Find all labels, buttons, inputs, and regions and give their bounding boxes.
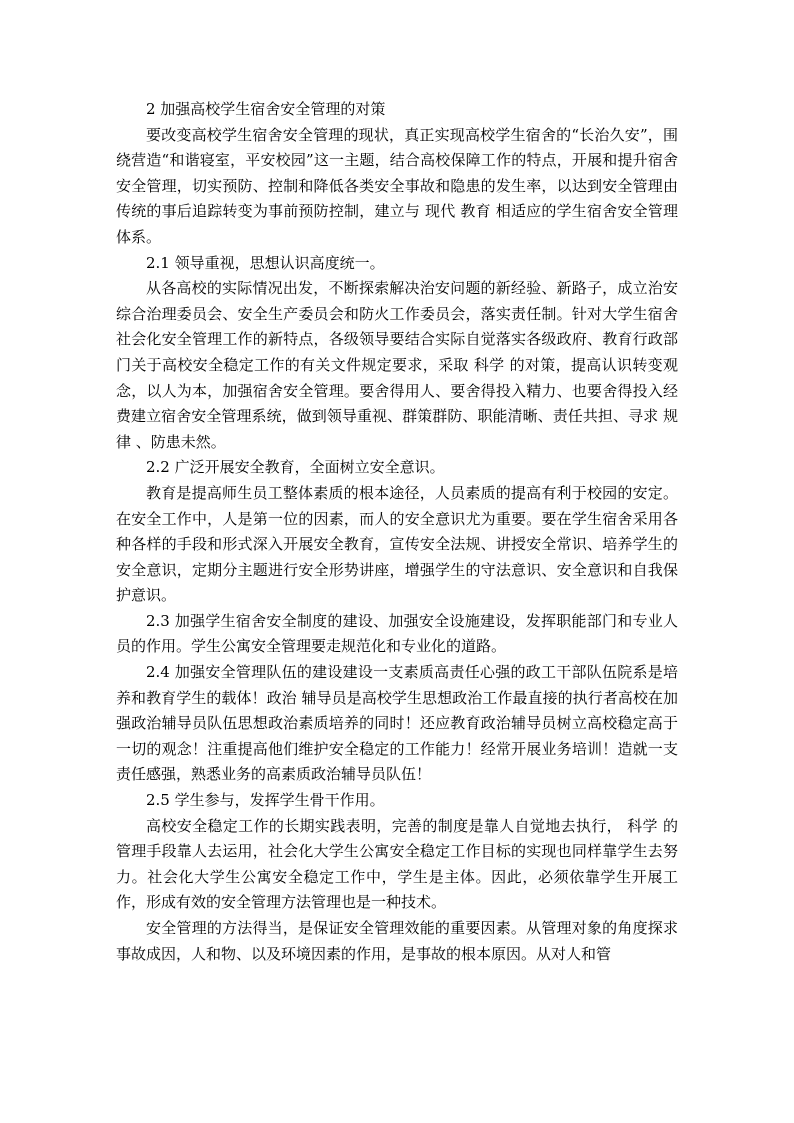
- paragraph-2-5: 高校安全稳定工作的长期实践表明，完善的制度是靠人自觉地去执行， 科学 的管理手段靠人去运用，社会化大学生公寓安全稳定工作目标的实现也同样靠学生去努力。社会化大学生公寓安全稳定工作中，学生是主体。因此，必须依靠学生开展工作，形成有效的安全管理方法管理也是一种技术。: [116, 816, 678, 912]
- paragraph-2-4: 2.4 加强安全管理队伍的建设建设一支素质高责任心强的政工干部队伍院系是培养和教育学生的载体！政治 辅导员是高校学生思想政治工作最直接的执行者高校在加强政治辅导员队伍思想政治素质培养的同时！还应教育政治辅导员树立高校稳定高于一切的观念！注重提高他们维护安全稳定的工作能力！经常开展业务培训！造就一支责任感强，熟悉业务的高素质政治辅导员队伍！: [116, 663, 678, 784]
- paragraph-2-3: 2.3 加强学生宿舍安全制度的建设、加强安全设施建设，发挥职能部门和专业人员的作用。学生公寓安全管理要走规范化和专业化的道路。: [116, 611, 678, 656]
- subheading-2-2: 2.2 广泛开展安全教育，全面树立安全意识。: [146, 458, 445, 477]
- subheading-2-1: 2.1 领导重视，思想认识高度统一。: [146, 253, 385, 272]
- paragraph-2-1: 从各高校的实际情况出发，不断探索解决治安问题的新经验、新路子，成立治安综合治理委员会、安全生产委员会和防火工作委员会，落实责任制。针对大学生宿舍社会化安全管理工作的新特点，各级领导要结合实际自觉落实各级政府、教育行政部门关于高校安全稳定工作的有关文件规定要求，采取 科学 的对策，提高认识转变观念，以人为本，加强宿舍安全管理。要舍得用人、要舍得投入精力、也要舍得投入经费建立宿舍安全管理系统，做到领导重视、群策群防、职能清晰、责任共担、寻求 规律 、防患未然。: [116, 279, 678, 451]
- document-page: [116, 97, 678, 967]
- section-title: 2 加强高校学生宿舍安全管理的对策: [146, 100, 386, 118]
- paragraph-methods: 安全管理的方法得当，是保证安全管理效能的重要因素。从管理对象的角度探求事故成因，人和物、以及环境因素的作用，是事故的根本原因。从对人和管: [116, 919, 678, 963]
- paragraph-2-2: 教育是提高师生员工整体素质的根本途径，人员素质的提高有利于校园的安定。在安全工作中，人是第一位的因素，而人的安全意识尤为重要。要在学生宿舍采用各种各样的手段和形式深入开展安全教育，宣传安全法规、讲授安全常识、培养学生的安全意识，定期分主题进行安全形势讲座，增强学生的守法意识、安全意识和自我保护意识。: [116, 483, 678, 605]
- subheading-2-5: 2.5 学生参与，发挥学生骨干作用。: [146, 791, 385, 810]
- paragraph-intro: 要改变高校学生宿舍安全管理的现状，真正实现高校学生宿舍的“长治久安”，围绕营造“和谐寝室，平安校园”这一主题，结合高校保障工作的特点，开展和提升宿舍安全管理，切实预防、控制和降低各类安全事故和隐患的发生率，以达到安全管理由传统的事后追踪转变为事前预防控制，建立与 现代 教育 相适应的学生宿舍安全管理体系。: [116, 125, 678, 246]
